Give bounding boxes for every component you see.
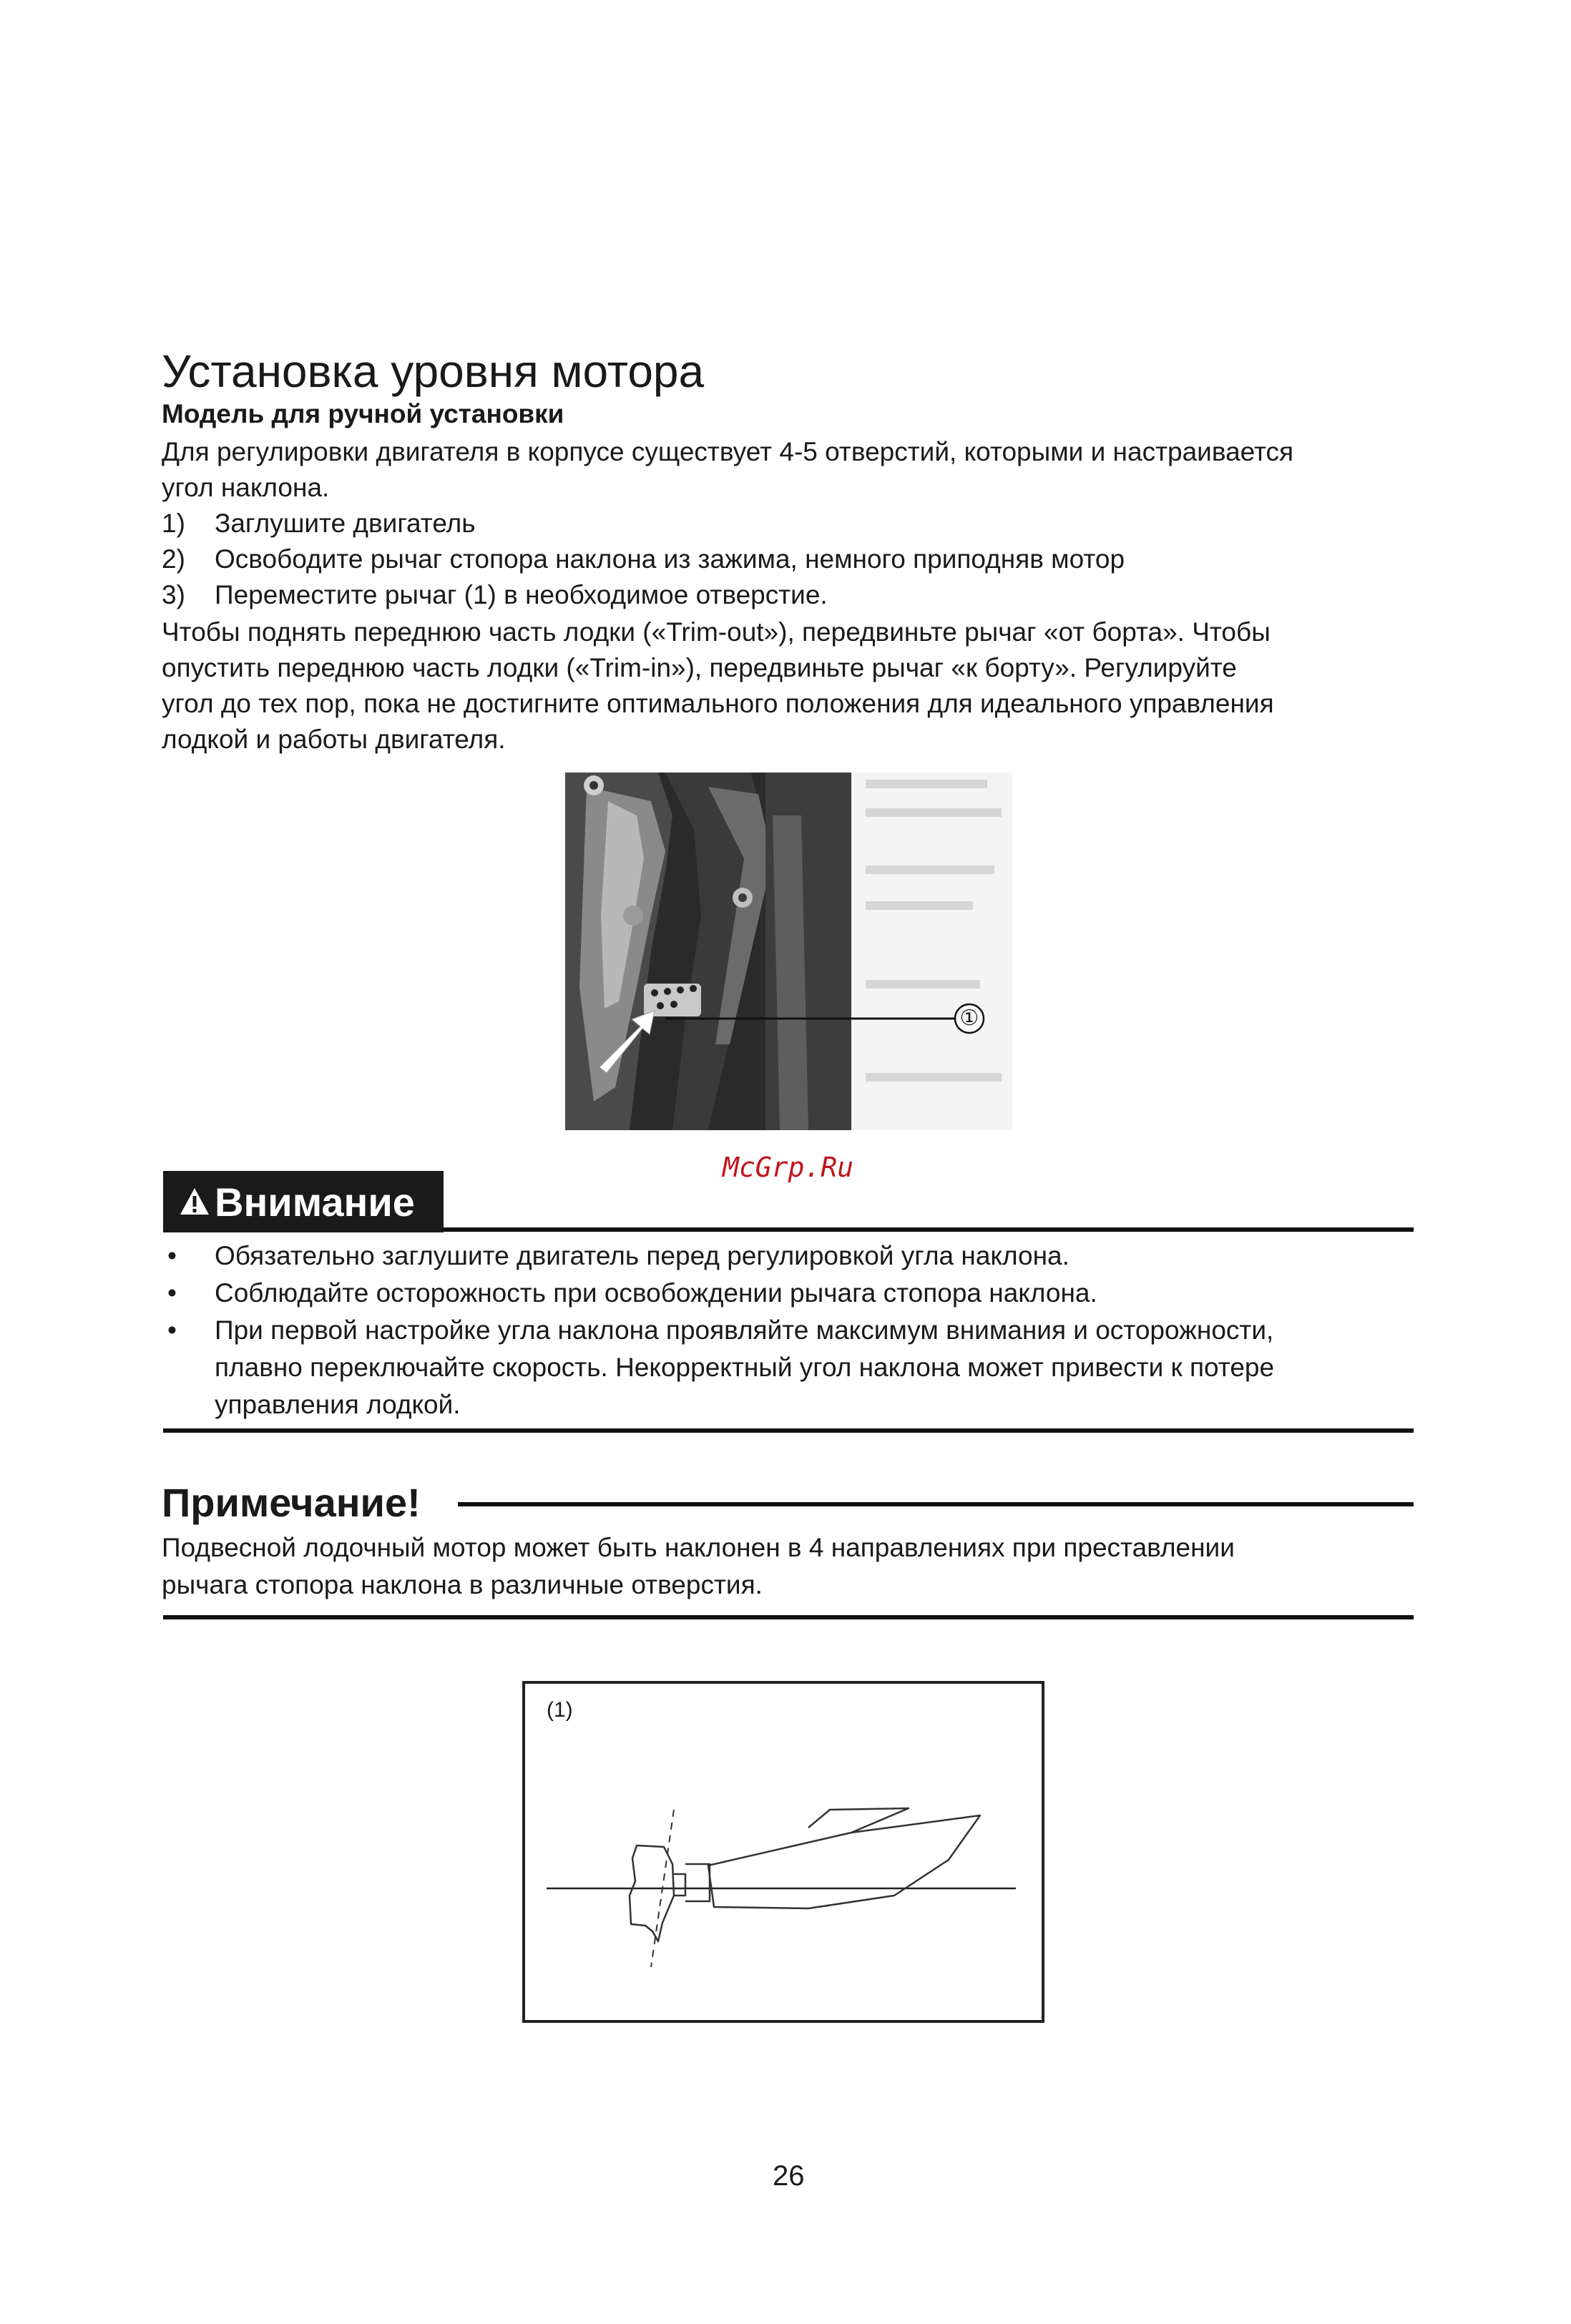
step-text: Заглушите двигатель [215,509,476,538]
note-line-2: рычага стопора наклона в различные отверстия. [162,1570,763,1599]
note-rule-bottom [163,1615,1414,1619]
warning-item-3: • При первой настройке угла наклона проявляйте максимум внимания и осторожности, [167,1315,1274,1345]
warning-item-3-cont-2: управления лодкой. [215,1390,461,1419]
trim-line-1: Чтобы поднять переднюю часть лодки («Trim-out»), передвиньте рычаг «от борта». Чтобы [162,617,1271,647]
warning-item-text: Обязательно заглушите двигатель перед регулировкой угла наклона. [215,1241,1070,1270]
watermark: McGrp.Ru [723,1152,854,1183]
warning-header [163,1171,444,1232]
note-rule-top [458,1502,1414,1506]
note-title: Примечание! [162,1480,421,1525]
step-number: 1) [162,509,185,538]
warning-item-text: Соблюдайте осторожность при освобождении рычага стопора наклона. [215,1278,1097,1308]
step-number: 3) [162,580,185,609]
step-text: Освободите рычаг стопора наклона из зажима, немного приподняв мотор [215,544,1125,574]
warning-label: Внимание [215,1179,415,1225]
warning-item-2: • Соблюдайте осторожность при освобождении рычага стопора наклона. [167,1278,1097,1308]
warning-item-1: • Обязательно заглушите двигатель перед регулировкой угла наклона. [167,1241,1070,1270]
page-title: Установка уровня мотора [162,345,705,397]
page-number: 26 [773,2160,805,2192]
warning-item-text: При первой настройке угла наклона проявляйте максимум внимания и осторожности, [215,1315,1274,1345]
warning-item-3-cont-1: плавно переключайте скорость. Некорректный угол наклона может привести к потере [215,1353,1275,1382]
trim-line-2: опустить переднюю часть лодки («Trim-in»), передвиньте рычаг «к борту». Регулируйте [162,653,1237,682]
warning-triangle-icon [179,1186,210,1217]
step-2 [162,541,1125,578]
step-number: 2) [162,544,185,574]
intro-line-2: угол наклона. [162,473,330,502]
photo-callout: ① [959,1006,979,1030]
boat-trim-diagram [522,1681,1044,2023]
section-subtitle: Модель для ручной установки [162,399,564,428]
warning-rule-top [444,1227,1414,1232]
diagram-label: (1) [547,1698,573,1722]
step-3 [162,577,828,614]
tilt-lever-photo [565,773,1012,1130]
step-text: Переместите рычаг (1) в необходимое отверстие. [215,580,828,609]
warning-rule-bottom [163,1428,1414,1433]
trim-line-4: лодкой и работы двигателя. [162,725,506,754]
intro-line-1: Для регулировки двигателя в корпусе существует 4-5 отверстий, которыми и настраивается [162,437,1294,466]
note-line-1: Подвесной лодочный мотор может быть наклонен в 4 направлениях при преставлении [162,1533,1235,1562]
step-1 [162,505,476,542]
trim-line-3: угол до тех пор, пока не достигните оптимального положения для идеального управления [162,689,1274,718]
